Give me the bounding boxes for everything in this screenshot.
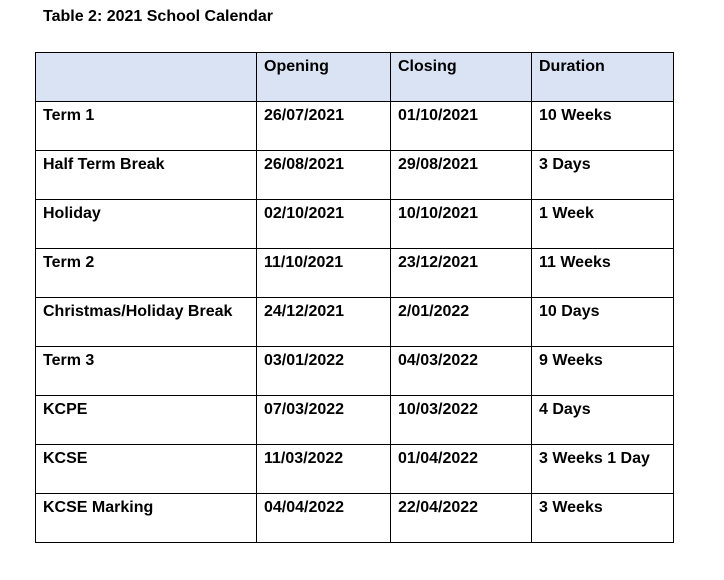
duration-cell: 1 Week: [532, 200, 674, 249]
period-cell: KCSE: [36, 445, 257, 494]
opening-cell: 02/10/2021: [257, 200, 391, 249]
header-cell-period: [36, 53, 257, 102]
closing-cell: 04/03/2022: [391, 347, 532, 396]
duration-cell: 10 Days: [532, 298, 674, 347]
opening-cell: 11/10/2021: [257, 249, 391, 298]
table-row: [36, 200, 674, 249]
opening-cell: 07/03/2022: [257, 396, 391, 445]
table-row: [36, 396, 674, 445]
period-cell: Term 2: [36, 249, 257, 298]
table-row: [36, 151, 674, 200]
duration-cell: 9 Weeks: [532, 347, 674, 396]
table-row: [36, 298, 674, 347]
opening-cell: 11/03/2022: [257, 445, 391, 494]
closing-cell: 10/03/2022: [391, 396, 532, 445]
table-row: [36, 347, 674, 396]
opening-cell: 24/12/2021: [257, 298, 391, 347]
table-header-row: [36, 53, 674, 102]
period-cell: Holiday: [36, 200, 257, 249]
duration-cell: 11 Weeks: [532, 249, 674, 298]
duration-cell: 3 Weeks 1 Day: [532, 445, 674, 494]
table-row: [36, 102, 674, 151]
opening-cell: 26/08/2021: [257, 151, 391, 200]
closing-cell: 10/10/2021: [391, 200, 532, 249]
header-cell-opening: Opening: [257, 53, 391, 102]
header-cell-duration: Duration: [532, 53, 674, 102]
period-cell: Term 3: [36, 347, 257, 396]
duration-cell: 3 Weeks: [532, 494, 674, 543]
closing-cell: 22/04/2022: [391, 494, 532, 543]
table-row: [36, 445, 674, 494]
closing-cell: 01/10/2021: [391, 102, 532, 151]
period-cell: Half Term Break: [36, 151, 257, 200]
duration-cell: 4 Days: [532, 396, 674, 445]
opening-cell: 04/04/2022: [257, 494, 391, 543]
opening-cell: 03/01/2022: [257, 347, 391, 396]
table-caption: Table 2: 2021 School Calendar: [43, 8, 274, 25]
table-row: [36, 249, 674, 298]
period-cell: KCSE Marking: [36, 494, 257, 543]
table-row: [36, 494, 674, 543]
header-cell-closing: Closing: [391, 53, 532, 102]
school-calendar-table: [35, 52, 674, 543]
opening-cell: 26/07/2021: [257, 102, 391, 151]
closing-cell: 23/12/2021: [391, 249, 532, 298]
period-cell: KCPE: [36, 396, 257, 445]
duration-cell: 3 Days: [532, 151, 674, 200]
closing-cell: 01/04/2022: [391, 445, 532, 494]
period-cell: Christmas/Holiday Break: [36, 298, 257, 347]
closing-cell: 29/08/2021: [391, 151, 532, 200]
duration-cell: 10 Weeks: [532, 102, 674, 151]
closing-cell: 2/01/2022: [391, 298, 532, 347]
period-cell: Term 1: [36, 102, 257, 151]
